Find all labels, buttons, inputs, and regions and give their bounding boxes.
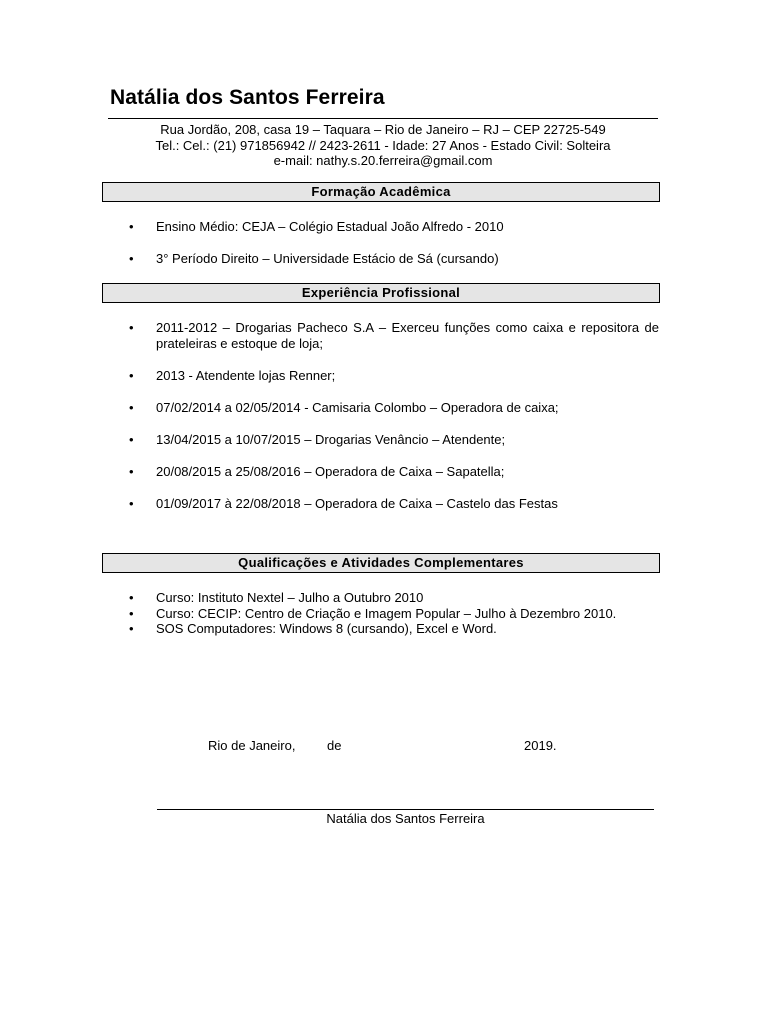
- list-item: • 13/04/2015 a 10/07/2015 – Drogarias Venâncio – Atendente;: [129, 431, 506, 447]
- bullet-icon: •: [129, 219, 134, 234]
- bullet-icon: •: [129, 320, 134, 335]
- list-item: • Ensino Médio: CEJA – Colégio Estadual João Alfredo - 2010: [129, 219, 504, 234]
- education-list: [128, 219, 659, 267]
- bullet-icon: •: [129, 251, 134, 266]
- section-heading-qualifications: Qualificações e Atividades Complementares: [102, 553, 660, 573]
- contact-block: [100, 122, 666, 169]
- date-de: de: [327, 738, 342, 753]
- name-underline: [108, 118, 658, 119]
- phone-line: Tel.: Cel.: (21) 971856942 // 2423-2611 - Idade: 27 Anos - Estado Civil: Solteira: [155, 137, 611, 153]
- bullet-icon: •: [129, 463, 134, 479]
- email-line: e-mail: nathy.s.20.ferreira@gmail.com: [273, 153, 493, 168]
- bullet-icon: •: [129, 399, 134, 415]
- resume-name: Natália dos Santos Ferreira: [110, 86, 385, 109]
- signature-rule: [157, 809, 654, 810]
- section-heading-experience: Experiência Profissional: [102, 283, 660, 303]
- date-year: 2019.: [524, 738, 557, 753]
- list-item: • 20/08/2015 a 25/08/2016 – Operadora de Caixa – Sapatella;: [129, 463, 505, 479]
- bullet-icon: •: [129, 495, 134, 511]
- list-item: • Curso: CECIP: Centro de Criação e Imagem Popular – Julho à Dezembro 2010.: [129, 605, 617, 621]
- address-line: Rua Jordão, 208, casa 19 – Taquara – Rio de Janeiro – RJ – CEP 22725-549: [160, 122, 606, 137]
- bullet-icon: •: [129, 431, 134, 447]
- list-item: • SOS Computadores: Windows 8 (cursando), Excel e Word.: [129, 621, 497, 636]
- qualifications-list: [128, 590, 659, 637]
- list-item: • 01/09/2017 à 22/08/2018 – Operadora de Caixa – Castelo das Festas: [129, 495, 558, 511]
- section-heading-education: Formação Acadêmica: [102, 182, 660, 202]
- bullet-icon: •: [129, 605, 134, 621]
- list-item: • 07/02/2014 a 02/05/2014 - Camisaria Colombo – Operadora de caixa;: [129, 399, 559, 415]
- date-city: Rio de Janeiro,: [208, 738, 296, 753]
- list-item: • 3° Período Direito – Universidade Estácio de Sá (cursando): [129, 251, 499, 266]
- bullet-icon: •: [129, 590, 134, 605]
- signature-name: Natália dos Santos Ferreira: [326, 811, 485, 826]
- bullet-icon: •: [129, 621, 134, 636]
- list-item: • 2011-2012 – Drogarias Pacheco S.A – Exerceu funções como caixa e repositora de prateleiras e estoque de loja;: [129, 320, 659, 351]
- list-item: • 2013 - Atendente lojas Renner;: [129, 367, 336, 383]
- experience-list: [128, 320, 659, 511]
- list-item: • Curso: Instituto Nextel – Julho a Outubro 2010: [129, 590, 424, 605]
- bullet-icon: •: [129, 367, 134, 383]
